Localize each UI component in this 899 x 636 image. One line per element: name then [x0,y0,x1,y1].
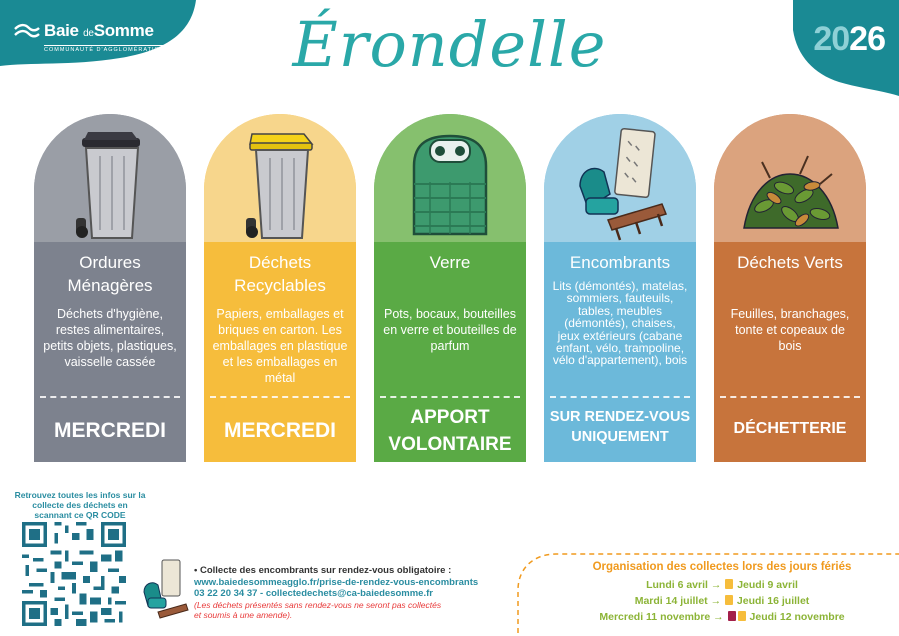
collection-day: SUR RENDEZ-VOUS UNIQUEMENT [549,409,691,445]
column-description: Déchets d'hygiène, restes alimentaires, petits objets, plastiques, vaisselle cassée [43,307,177,369]
qr-instructions: Retrouvez toutes les infos sur la collecte des déchets en scannant ce QR CODE [14,490,146,520]
column-verre [374,114,526,462]
furniture-icon [570,122,670,244]
page-title: Érondelle [292,8,607,81]
column-dechets-verts [714,114,866,462]
appointment-heading: • Collecte des encombrants sur rendez-vous obligatoire : [194,565,452,576]
column-description: Lits (démontés), matelas, sommiers, fauteuils, tables, meubles (démontés), chaises, jeux extérieurs (cabane enfant, vélo, trampoline, vélo d'appartement), bois [552,279,688,368]
appointment-info [194,565,478,620]
column-description: Papiers, emballages et briques en carton. Les emballages en plastique et les emballages en métal [212,307,348,385]
column-title: Encombrants [569,253,671,272]
divider [210,396,350,398]
column-title: Ordures Ménagères [67,253,153,295]
holiday-row: Mardi 14 juillet → Jeudi 16 juillet [634,595,810,607]
column-encombrants [544,114,696,462]
collection-day: APPORT VOLONTAIRE [388,407,512,455]
column-description: Feuilles, branchages, tonte et copeaux de bois [730,307,850,353]
holiday-row: Mercredi 11 novembre → Jeudi 12 novembre [599,611,845,623]
appointment-warning-2: et soumis à une amende). [194,609,293,620]
collection-day: DÉCHETTERIE [733,420,847,437]
column-dechets-recyclables [204,114,356,462]
divider [40,396,180,398]
logo-subtitle: COMMUNAUTÉ D'AGGLOMÉRATION [44,47,165,53]
logo-name: Baie deSomme [44,21,154,40]
year-label: 2026 [813,20,885,58]
glass-container-icon [400,122,500,244]
divider [550,396,690,398]
grey-bin-swatch-icon [728,611,736,621]
furniture-mini-icon [140,558,190,620]
holiday-schedule [562,561,882,625]
divider [720,396,860,398]
column-title: Verre [429,253,471,272]
column-ordures-menageres [34,114,186,462]
appointment-warning-1: (Les déchets présentés sans rendez-vous ne seront pas collectés [194,599,442,610]
grey-bin-icon [60,122,160,244]
column-title: Déchets Verts [737,253,843,272]
yellow-bin-swatch-icon [725,579,733,589]
yellow-bin-swatch-icon [725,595,733,605]
collection-day: MERCREDI [53,419,166,442]
green-waste-icon [740,122,840,244]
appointment-contact[interactable]: 03 22 20 34 37 - collectedechets@ca-baiedesomme.fr [194,588,433,599]
column-description: Pots, bocaux, bouteilles en verre et bouteilles de parfum [383,307,517,353]
holiday-title: Organisation des collectes lors des jours fériés [592,561,852,573]
divider [380,396,520,398]
appointment-url-link[interactable]: www.baiedesommeagglo.fr/prise-de-rendez-vous-encombrants [194,576,479,588]
yellow-bin-swatch-icon [738,611,746,621]
column-title: Déchets Recyclables [234,253,326,295]
holiday-row: Lundi 6 avril → Jeudi 9 avril [646,579,798,591]
collection-day: MERCREDI [223,419,336,442]
qr-code-icon[interactable] [22,522,126,626]
yellow-bin-icon [230,122,330,244]
